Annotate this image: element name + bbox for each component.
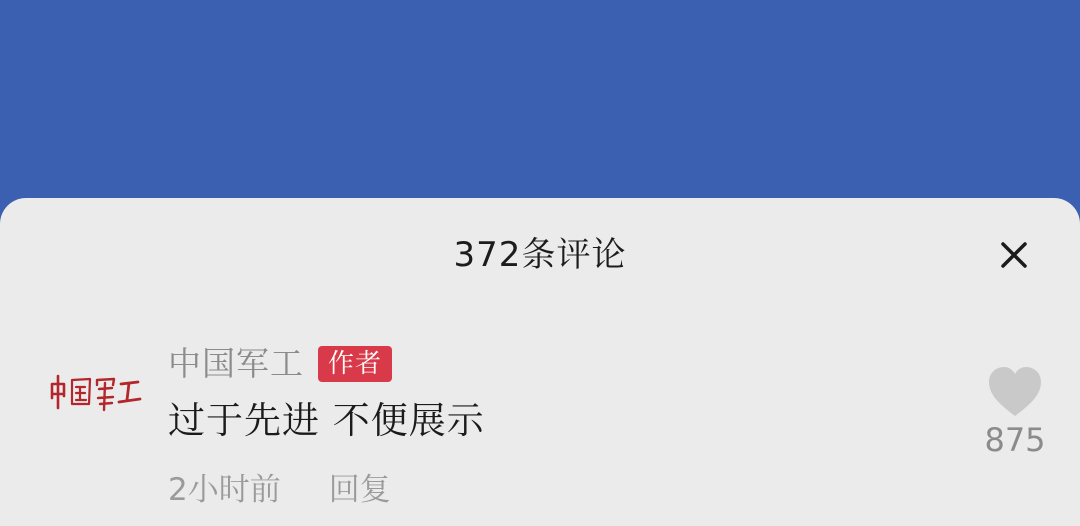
close-button[interactable] [988,228,1040,282]
background-area [0,0,1080,210]
avatar-logo [42,360,150,424]
comment-item [0,328,1080,526]
author-name[interactable]: 中国军工 [168,344,304,383]
like-count: 875 [984,421,1046,459]
comment-meta [168,468,391,512]
comments-header [0,198,1080,314]
author-row [168,340,392,388]
comments-count-title: 372条评论 [453,235,627,275]
heart-icon [984,364,1046,420]
comment-text: 过于先进 不便展示 [168,399,485,442]
close-icon [988,228,1040,282]
like-button[interactable] [984,364,1046,420]
author-badge: 作者 [318,346,392,382]
reply-button[interactable]: 回复 [328,472,391,508]
avatar[interactable] [42,360,150,424]
comments-sheet [0,198,1080,526]
comment-time: 2小时前 [168,472,281,508]
